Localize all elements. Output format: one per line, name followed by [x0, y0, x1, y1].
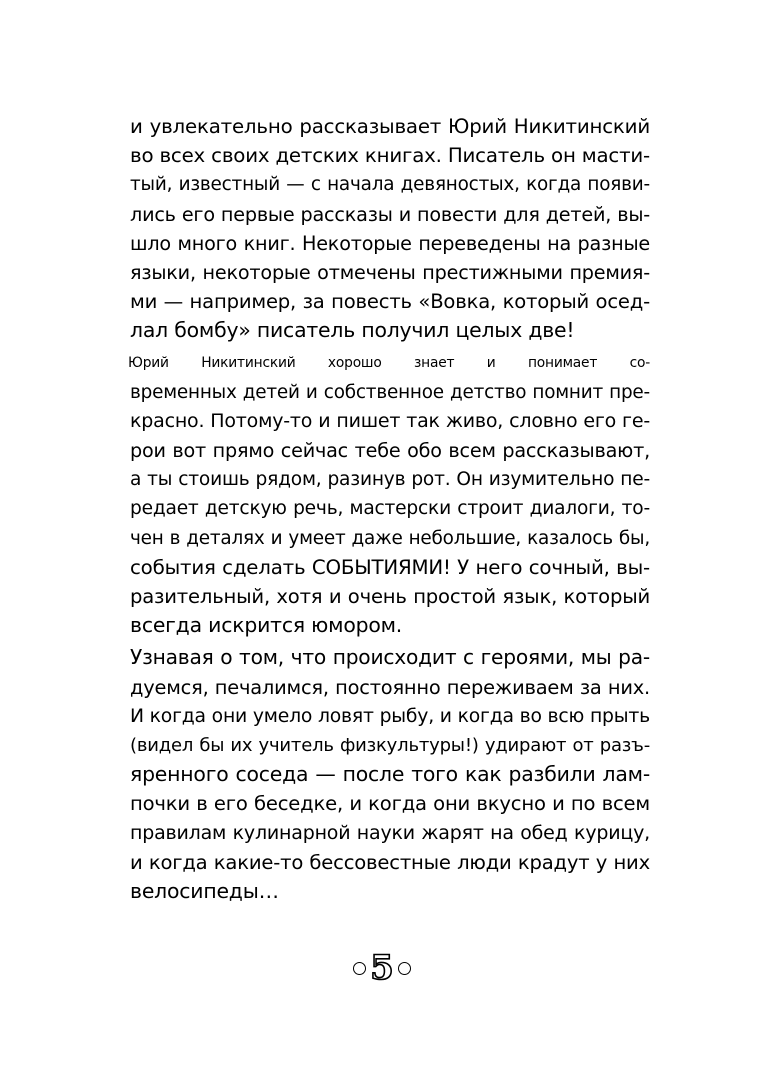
ornament-ring-left — [353, 962, 366, 975]
text-line: (видел бы их учитель физкультуры!) удирают от разъ- — [130, 734, 650, 756]
text-line: всегда искрится юмором. — [130, 613, 403, 638]
text-line: и когда какие-то бессовестные люди крадут у них — [130, 850, 650, 874]
text-line: лись его первые рассказы и повести для детей, вы- — [130, 202, 650, 226]
text-line: а ты стоишь рядом, разинув рот. Он изумительно пе- — [130, 469, 650, 491]
page-number — [0, 948, 764, 988]
paragraph-3 — [130, 643, 650, 906]
text-line: И когда они умело ловят рыбу, и когда во всю прыть — [130, 705, 650, 727]
text-line: редает детскую речь, мастерски строит диалоги, то- — [130, 498, 650, 520]
text-line: Узнавая о том, что происходит с героями, мы ра- — [130, 645, 650, 670]
paragraph-2 — [130, 349, 650, 641]
text-line: шло много книг. Некоторые переведены на разные — [130, 231, 650, 255]
text-line: красно. Потому-то и пишет так живо, словно его ге- — [130, 409, 650, 432]
text-line: лал бомбу» писатель получил целых две! — [130, 318, 575, 343]
text-line: дуемся, печалимся, постоянно переживаем за них. — [130, 675, 650, 699]
text-line: события сделать СОБЫТИЯМИ! У него сочный, вы- — [130, 555, 650, 579]
text-line: рои вот прямо сейчас тебе обо всем рассказывают, — [130, 439, 650, 463]
text-line: временных детей и собственное детство помнит пре- — [130, 381, 650, 403]
paragraph-1 — [130, 112, 650, 346]
text-line: во всех своих детских книгах. Писатель он масти- — [130, 144, 650, 168]
page-number-value: 5 — [370, 948, 394, 988]
text-line: и увлекательно рассказывает Юрий Никитинский — [130, 115, 650, 138]
text-line: велосипеды… — [130, 878, 279, 903]
text-line: ми — например, за повесть «Вовка, который осед- — [130, 290, 650, 314]
body-text — [130, 112, 650, 906]
text-line: Юрий Никитинский хорошо знает и понимает со- — [128, 354, 650, 371]
text-line: яренного соседа — после того как разбили лам- — [130, 762, 650, 787]
text-line: языки, некоторые отмечены престижными премия- — [130, 260, 650, 284]
text-line: правилам кулинарной науки жарят на обед курицу, — [130, 821, 650, 844]
text-line: почки в его беседке, и когда они вкусно и по всем — [130, 792, 650, 816]
text-line: чен в деталях и умеет даже небольшие, казалось бы, — [130, 527, 650, 549]
ornament-ring-right — [398, 962, 411, 975]
text-line: разительный, хотя и очень простой язык, который — [130, 585, 650, 608]
text-line: тый, известный — с начала девяностых, когда появи- — [130, 174, 650, 196]
